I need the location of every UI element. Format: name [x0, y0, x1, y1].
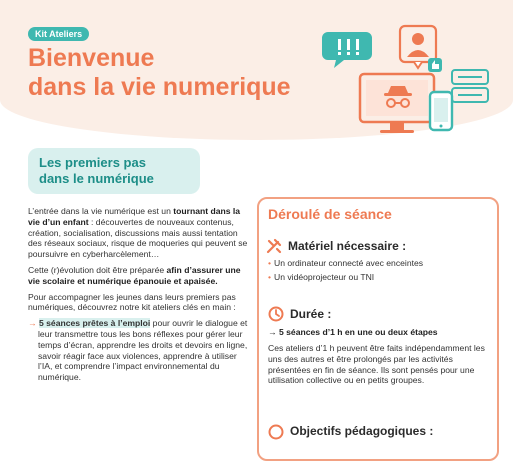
intro-p4-rest: pour ouvrir le dialogue et leur transmettre tous les bons réflexes pour gérer leur temps d’écran, apprendre les droits et devoirs en ligne, savoir réagir face aux violences, apprendre à utiliser l’IA, et comprendre l’impact environnemental du numérique.	[38, 318, 248, 383]
panel-title: Déroulé de séance	[268, 206, 392, 222]
duree-highlight: → 5 séances d’1 h en une ou deux étapes	[268, 327, 438, 337]
thumbs-up-icon	[428, 58, 442, 72]
materiel-item-1: • Un ordinateur connecté avec enceintes	[268, 258, 424, 268]
objectifs-title: Objectifs pédagogiques :	[290, 424, 434, 438]
materiel-title: Matériel nécessaire :	[288, 239, 407, 253]
arrow-icon: →	[28, 318, 37, 329]
clock-icon	[268, 306, 284, 322]
sessions-highlight: 5 séances prêtes à l’emploi	[38, 318, 151, 329]
kit-badge: Kit Ateliers	[28, 27, 89, 41]
intro-text	[28, 206, 250, 388]
intro-paragraph-3: Pour accompagner les jeunes dans leurs premiers pas numériques, découvrez notre kit ateliers clés en main :	[28, 291, 236, 313]
section-title	[39, 155, 154, 187]
message-bubbles-icon	[452, 70, 488, 102]
intro-p1-bold: tournant dans la vie d’un enfant	[28, 206, 241, 227]
materiel-item-2: • Un vidéoprojecteur ou TNI	[268, 272, 375, 282]
phone-icon	[430, 92, 452, 130]
page-title-line1: Bienvenue	[28, 44, 155, 72]
objectifs-clip	[259, 420, 495, 438]
intro-p1-text: L’entrée dans la vie numérique est un	[28, 206, 174, 216]
intro-p1-rest: : découvertes de nouveaux contenus, création, socialisation, discussions mais aussi tentation des réseaux sociaux, risque de moqueries qui peuvent se poursuivre en cyberharcèlement…	[28, 216, 248, 260]
materiel-item-2-text: Un vidéoprojecteur ou TNI	[274, 272, 375, 282]
intro-paragraph-2	[28, 265, 250, 287]
page-title	[28, 44, 291, 102]
intro-p2-bold: afin d’assurer une vie scolaire et numérique épanouie et apaisée.	[28, 264, 241, 286]
monitor-icon	[360, 74, 434, 133]
duree-title: Durée :	[290, 307, 332, 321]
intro-paragraph-4	[28, 318, 250, 383]
duree-text: Ces ateliers d’1 h peuvent être faits indépendamment les uns des autres et être prolongés par les activités présentées en fin de séance. Ils sont pensés pour une utilisation collective ou en petits groupes.	[268, 343, 485, 386]
exclamation-chat-icon	[322, 32, 372, 68]
materiel-item-1-text: Un ordinateur connecté avec enceintes	[274, 258, 424, 268]
intro-p2-text: Cette (r)évolution doit être préparée	[28, 264, 167, 275]
section-title-line2: dans le numérique	[39, 171, 154, 186]
intro-paragraph-1	[28, 206, 250, 260]
section-title-line1: Les premiers pas	[39, 155, 146, 170]
digital-life-illustration	[318, 22, 498, 140]
page-title-line2: dans la vie numerique	[28, 73, 291, 101]
target-icon	[268, 424, 284, 440]
tools-icon	[266, 238, 282, 254]
